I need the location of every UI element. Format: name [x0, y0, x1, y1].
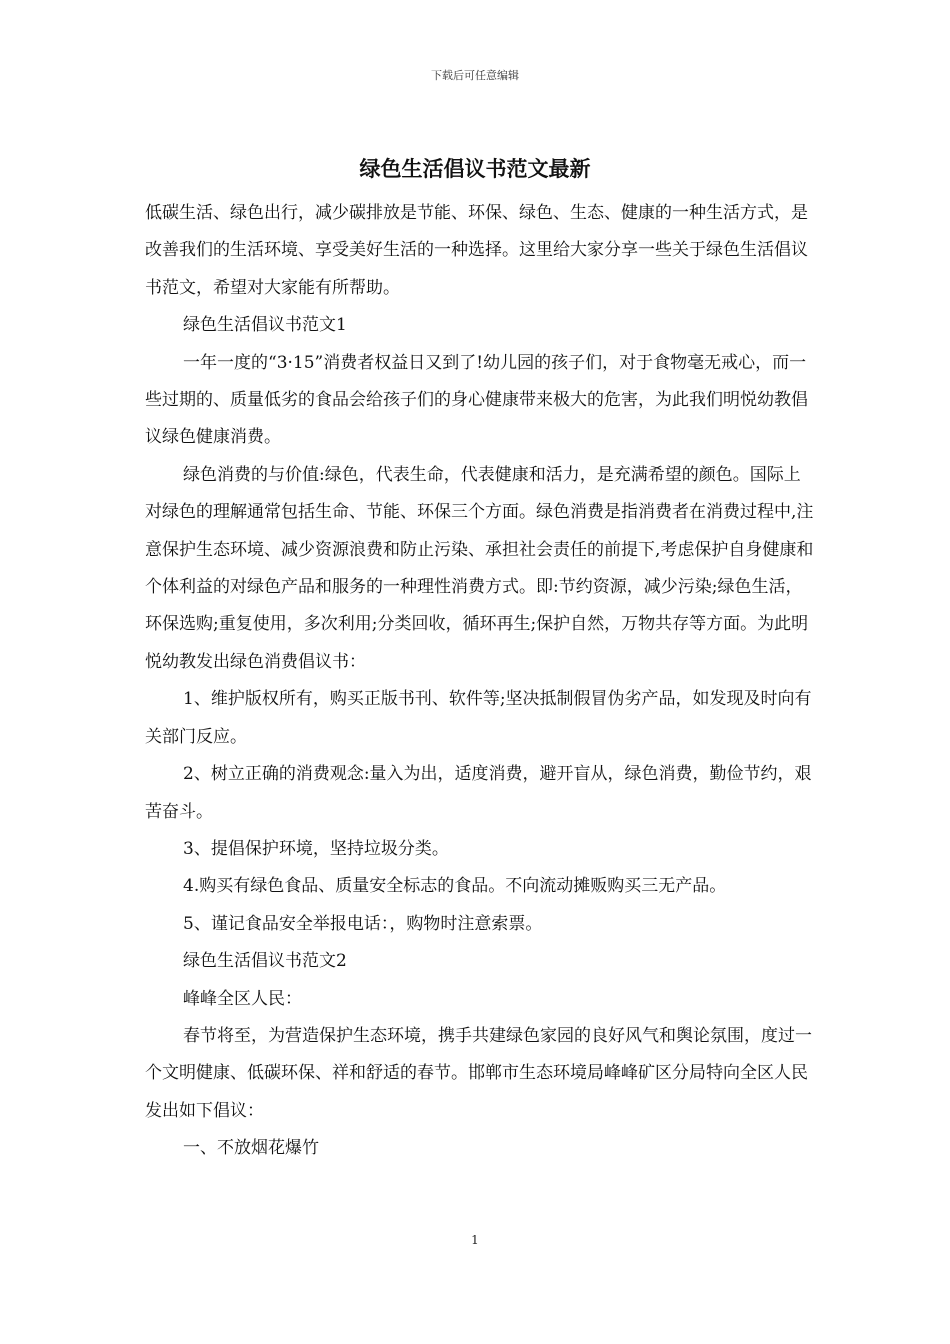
page-number: 1 [471, 1233, 479, 1247]
list-item: 2、树立正确的消费观念:量入为出，适度消费，避开盲从，绿色消费，勤俭节约，艰苦奋斗。 [145, 764, 812, 822]
salutation: 峰峰全区人民： [183, 988, 302, 1009]
list-item: 5、谨记食品安全举报电话：，购物时注意索票。 [183, 913, 543, 934]
paragraph-intro: 低碳生活、绿色出行，减少碳排放是节能、环保、绿色、生态、健康的一种生活方式，是改善我们的生活环境、享受美好生活的一种选择。这里给大家分享一些关于绿色生活倡议书范文，希望对大家能有所帮助。 [145, 203, 808, 298]
section-heading-1: 绿色生活倡议书范文1 [183, 315, 347, 336]
paragraph: 一年一度的“3·15”消费者权益日又到了!幼儿园的孩子们，对于食物毫无戒心，而一些过期的、质量低劣的食品会给孩子们的身心健康带来极大的危害，为此我们明悦幼教倡议绿色健康消费。 [145, 352, 808, 448]
list-item: 1、维护版权所有，购买正版书刊、软件等;坚决抵制假冒伪劣产品，如发现及时向有关部门反应。 [145, 689, 812, 747]
header-note: 下载后可任意编辑 [431, 69, 519, 82]
document-title: 绿色生活倡议书范文最新 [359, 156, 591, 181]
paragraph: 绿色消费的与价值:绿色，代表生命，代表健康和活力，是充满希望的颜色。国际上对绿色的理解通常包括生命、节能、环保三个方面。绿色消费是指消费者在消费过程中,注意保护生态环境、减少资源浪费和防止污染、承担社会责任的前提下,考虑保护自身健康和个体利益的对绿色产品和服务的一种理性消费方式。即:节约资源，减少污染;绿色生活，环保选购;重复使用，多次利用;分类回收，循环再生;保护自然，万物共存等方面。为此明悦幼教发出绿色消费倡议书： [145, 464, 814, 672]
list-item: 4.购买有绿色食品、质量安全标志的食品。不向流动摊贩购买三无产品。 [183, 876, 727, 897]
sub-heading: 一、不放烟花爆竹 [183, 1138, 319, 1159]
section-heading-2: 绿色生活倡议书范文2 [183, 951, 347, 972]
paragraph: 春节将至，为营造保护生态环境，携手共建绿色家园的良好风气和舆论氛围，度过一个文明健康、低碳环保、祥和舒适的春节。邯郸市生态环境局峰峰矿区分局特向全区人民发出如下倡议： [145, 1025, 812, 1121]
list-item: 3、提倡保护环境，坚持垃圾分类。 [183, 838, 449, 859]
document-body [145, 195, 815, 1168]
